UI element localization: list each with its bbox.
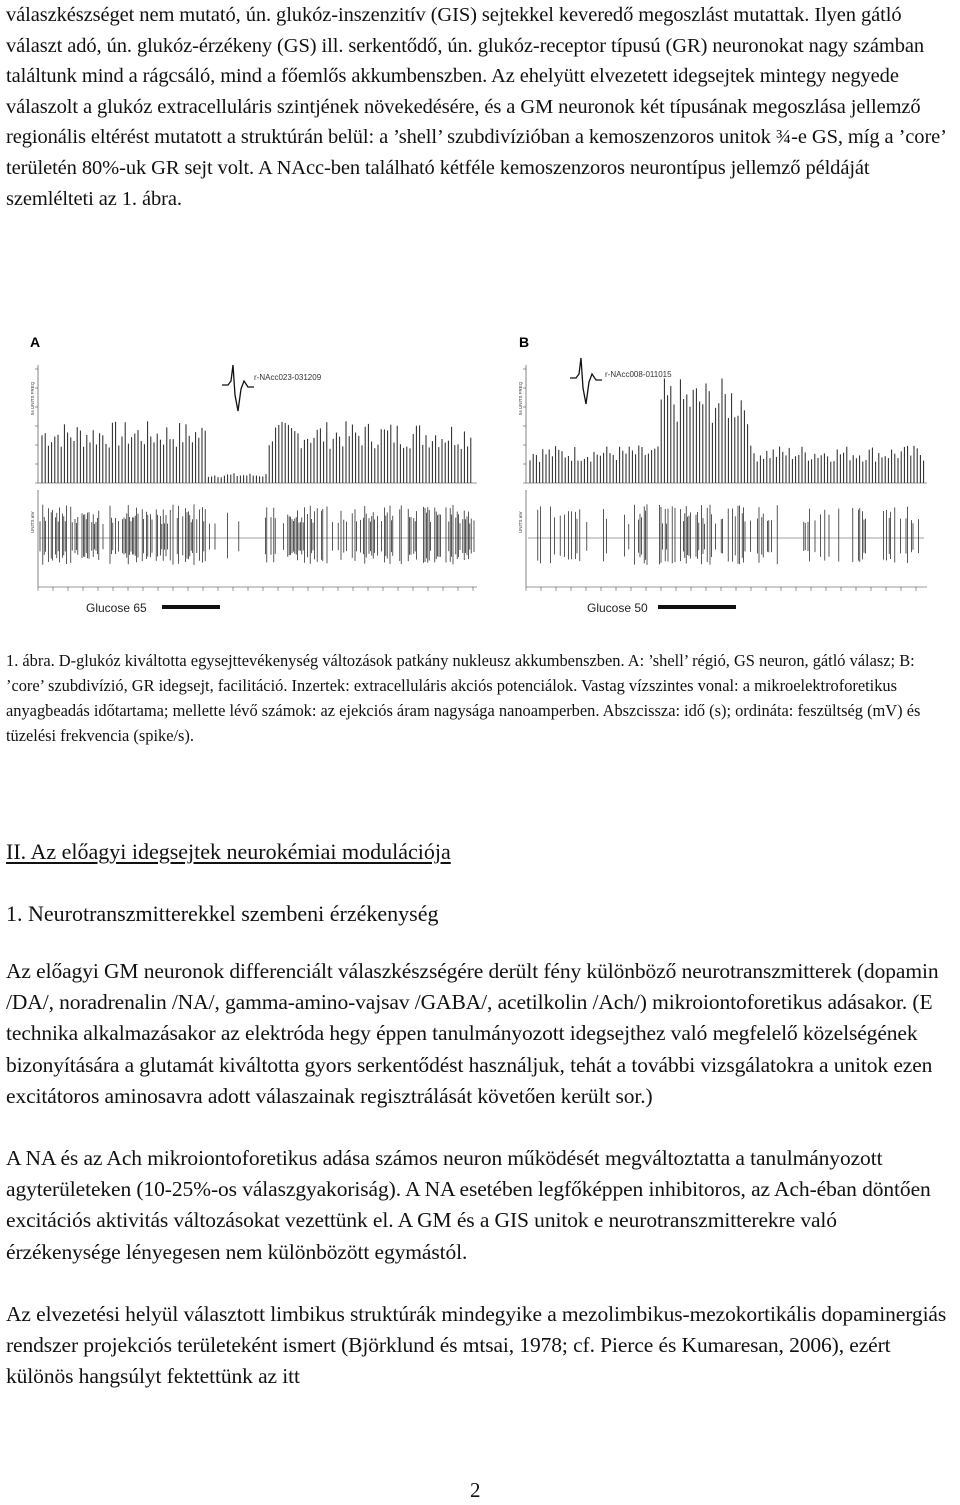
panel-a-spike-inset	[222, 365, 254, 411]
subsection-heading: 1. Neurotranszmitterekkel szembeni érzékenység	[6, 901, 439, 926]
panel-a-voltage-axis-label: UNITS mV	[30, 511, 35, 533]
figure-1-graphic	[22, 325, 942, 625]
panel-a-drug-label: Glucose 65	[86, 601, 147, 615]
section-heading-text: II. Az előagyi idegsejtek neurokémiai modulációja	[6, 839, 451, 864]
panel-a-inset-label: r-NAcc023-031209	[254, 373, 322, 382]
panel-a-letter: A	[30, 334, 41, 350]
panel-b	[518, 334, 927, 615]
panel-a-ejection-bar	[162, 605, 220, 609]
panel-b-voltage-trace	[528, 504, 924, 564]
panel-b-rate-histogram	[530, 378, 924, 483]
panel-b-rate-axis-label: 5s UNITS FREQ	[518, 381, 523, 415]
paragraph-intro: válaszkészséget nem mutató, ún. glukóz-inszenzitív (GIS) sejtekkel keveredő megoszlást mutattak. Ilyen gátló választ adó, ún. glukóz-érzékeny (GS) ill. serkentődő, ún. glukóz-receptor típusú (GR) neuronokat nagy számban találtunk mind a rágcsáló, mind a főemlős akkumbenszben. Az ehelyütt elvezetett idegsejtek mintegy negyede válaszolt a glukóz extracelluláris szintjének növekedésére, és a GM neuronok két típusának megoszlása jellemző regionális eltérést mutatott a struktúrán belül: a ’shell’ szubdivízióban a kemoszenzoros unitok ¾-e GS, míg a ’core’ területén 80%-uk GR sejt volt. A NAcc-ben található kétféle kemoszenzoros neurontípus jellemző példáját szemlélteti az 1. ábra.	[6, 4, 946, 210]
section-heading	[6, 838, 451, 866]
panel-a	[30, 334, 477, 615]
figure-caption: 1. ábra. D-glukóz kiváltotta egysejttevékenység változások patkány nukleusz akkumbenszben. A: ’shell’ régió, GS neuron, gátló válasz; B: ’core’ szubdivízió, GR idegsejt, facilitáció. Inzertek: extracelluláris akciós potenciálok. Vastag vízszintes vonal: a mikroelektroforetikus anyagbeadás időtartama; mellette lévő számok: az ejekciós áram nagysága nanoamperben. Abszcissza: idő (s); ordináta: feszültség (mV) és tüzelési frekvencia (spike/s).	[6, 651, 921, 745]
action-potential-waveform	[570, 358, 602, 404]
panel-a-voltage-trace	[40, 504, 474, 564]
paragraph-neurotransmitters: Az előagyi GM neuronok differenciált válaszkészségére derült fény különböző neurotranszmitterek (dopamin /DA/, noradrenalin /NA/, gamma-amino-vajsav /GABA/, acetilkolin /Ach/) mikroiontoforetikus adásakor. (E technika alkalmazásakor az elektróda hegy éppen tanulmányozott idegsejthez való megfelelő közelségének bizonyítására a glutamát kiváltotta gyors serkentődést használjuk, tehát a további vizsgálatokra a unitok ezen excitátoros aminosavra adott válaszainak regisztrálását követően került sor.)	[6, 959, 939, 1108]
panel-b-letter: B	[519, 334, 530, 350]
action-potential-waveform	[222, 365, 254, 411]
figure-1	[22, 325, 942, 625]
panel-a-rate-histogram	[42, 421, 471, 483]
page-number: 2	[470, 1478, 481, 1502]
paragraph-limbic: Az elvezetési helyül választott limbikus struktúrák mindegyike a mezolimbikus-mezokortikális dopaminergiás rendszer projekciós területeként ismert (Björklund és mtsai, 1978; cf. Pierce és Kumaresan, 2006), ezért különös hangsúlyt fektettünk az itt	[6, 1302, 947, 1389]
panel-b-drug-label: Glucose 50	[587, 601, 648, 615]
panel-b-spike-inset	[570, 358, 602, 404]
panel-b-voltage-axis-label: UNITS mV	[518, 511, 523, 533]
panel-b-ejection-bar	[658, 605, 736, 609]
paragraph-na-ach: A NA és az Ach mikroiontoforetikus adása számos neuron működését megváltoztatta a tanulmányozott agyterületeken (10-25%-os válaszgyakoriság). A NA esetében legfőképpen inhibitoros, az Ach-éban döntően excitációs aktivitás változásokat vezettünk el. A GM és a GIS unitok e neurotranszmitterekre való érzékenysége lényegesen nem különbözött egymástól.	[6, 1146, 931, 1264]
panel-b-inset-label: r-NAcc008-011015	[605, 370, 672, 379]
panel-a-rate-axis-label: 5s UNITS FREQ	[30, 381, 35, 415]
